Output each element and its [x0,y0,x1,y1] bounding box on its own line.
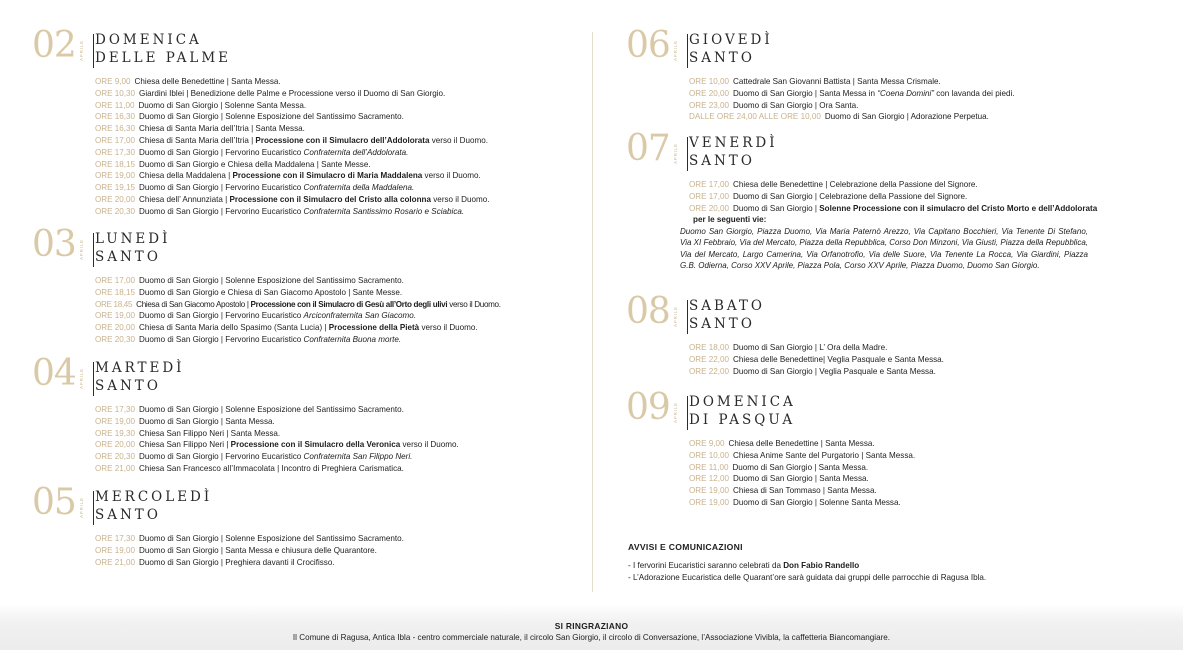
day-section-06 [626,25,1015,123]
event-item [95,111,490,123]
event-text: Duomo di San Giorgio e Chiesa della Maddalena | Sante Messe. [139,159,371,169]
event-time: ORE 20,00 [689,88,730,98]
day-title: MERCOLEDÌ SANTO [95,489,213,523]
day-header [626,128,1097,173]
event-item [689,76,1015,88]
event-item [95,76,490,88]
italic-text: Confraternita della Maddalena. [303,183,415,193]
event-time: ORE 22,00 [689,354,730,364]
event-item [689,100,1015,112]
event-time: ORE 19,30 [95,428,136,438]
event-time: ORE 18,00 [689,343,730,352]
event-text: Chiesa San Filippo Neri | [139,440,231,450]
event-text: Duomo di San Giorgio e Chiesa di San Giacomo Apostolo | Sante Messe. [139,287,403,297]
day-header [32,25,490,70]
event-time: ORE 20,00 [689,203,730,213]
event-item [95,334,501,346]
italic-text: Confraternita Buona morte. [303,334,402,344]
event-item [689,203,1097,215]
day-title: DOMENICA DI PASQUA [689,394,796,428]
day-section-04 [32,353,459,475]
event-item [689,111,1015,123]
event-time: ORE 10,30 [95,88,136,98]
event-text: Duomo di San Giorgio | Solenne Esposizione del Santissimo Sacramento. [139,276,404,285]
day-header [626,291,944,336]
event-item [95,182,490,194]
event-text: Chiesa della Maddalena | [139,171,233,181]
event-text: Duomo di San Giorgio | Fervorino Eucaristico [139,183,304,193]
event-time: ORE 19,00 [95,545,136,555]
event-item [689,88,1015,100]
day-section-03 [32,224,501,346]
event-text: Duomo di San Giorgio | Solenne Esposizione del Santissimo Sacramento. [139,112,404,122]
event-text: Chiesa di Santa Maria dello Spasimo (Santa Lucia) | [139,323,329,333]
day-number: 04 [32,353,76,394]
day-month: APRILE [79,497,84,519]
event-text: Giardini Iblei | Benedizione delle Palme e Processione verso il Duomo di San Giorgio. [139,88,446,98]
event-time: ORE 19,00 [95,311,136,321]
event-item [95,287,501,299]
event-text: Chiesa di San Tommaso | Santa Messa. [733,486,877,496]
event-time: ORE 9,00 [95,77,131,86]
event-item [95,147,490,159]
event-text: Chiesa di San Giacomo Apostolo | [136,299,251,309]
day-month: APRILE [79,239,84,261]
event-text: verso il Duomo. [422,171,481,181]
day-month: APRILE [79,40,84,62]
event-time: ORE 17,00 [95,276,136,285]
event-time: ORE 23,00 [689,100,730,110]
divider-bar [687,300,688,334]
divider-bar [93,362,94,396]
day-title: VENERDÌ SANTO [689,135,778,169]
event-item [689,179,1097,191]
day-title: SABATO SANTO [689,298,766,332]
event-text: Duomo di San Giorgio | [733,203,820,213]
event-item [95,322,501,334]
event-text: Chiesa delle Benedettine | Santa Messa. [728,439,875,448]
divider-bar [93,491,94,525]
event-text: Chiesa delle Benedettine | Celebrazione della Passione del Signore. [733,180,978,189]
event-text: Chiesa di Santa Maria dell’Itria | Santa Messa. [139,124,305,134]
event-item [689,462,915,474]
event-item [95,275,501,287]
event-text: Duomo di San Giorgio | Santa Messa. [733,474,869,484]
thanks-text: Il Comune di Ragusa, Antica Ibla - centro commerciale naturale, il circolo San Giorgio, il circolo di Conversazione, l’Associazione Vivibla, la caffetteria Biancomangiare. [292,633,891,642]
event-item [95,404,459,416]
event-text: verso il Duomo. [429,135,488,145]
event-list [689,342,944,377]
event-text: Duomo di San Giorgio | Solenne Esposizione del Santissimo Sacramento. [139,534,404,543]
event-item [95,170,490,182]
event-text: con lavanda dei piedi. [934,88,1015,98]
day-header [32,482,404,527]
day-section-08 [626,291,944,377]
event-text: Duomo di San Giorgio | Fervorino Eucaristico [139,147,304,157]
event-time: ORE 20,00 [95,194,136,204]
event-time: ORE 20,30 [95,206,136,216]
event-text: Duomo di San Giorgio | Veglia Pasquale e Santa Messa. [733,366,936,376]
day-number: 09 [626,387,670,428]
event-text: Chiesa delle Benedettine | Santa Messa. [134,77,281,86]
event-time: ORE 20,00 [95,323,136,333]
day-number: 03 [32,224,76,265]
event-text: Chiesa San Francesco all’Immacolata | Incontro di Preghiera Carismatica. [139,463,404,473]
event-list [689,76,1015,123]
event-item [95,557,404,569]
event-text: verso il Duomo. [431,194,490,204]
event-item [689,354,944,366]
event-time: ORE 18,15 [95,159,136,169]
event-text: Duomo di San Giorgio | Solenne Santa Messa. [733,497,901,507]
day-month: APRILE [673,402,678,424]
day-month: APRILE [79,368,84,390]
event-item [95,533,404,545]
event-time: ORE 11,00 [689,462,729,472]
emphasis-text: per le seguenti vie: [693,215,767,225]
event-text: Cattedrale San Giovanni Battista | Santa Messa Crismale. [733,77,941,86]
divider-bar [687,34,688,68]
event-time: ORE 11,00 [95,100,135,110]
italic-text: Confraternita San Filippo Neri. [303,452,413,462]
event-text: verso il Duomo. [419,323,478,333]
emphasis-text: Solenne Processione con il simulacro del Cristo Morto e dell’Addolorata [819,203,1098,213]
event-item [689,366,944,378]
event-item [95,299,501,311]
event-text: Duomo di San Giorgio | Santa Messa e chiusura delle Quarantore. [139,545,377,555]
event-time: ORE 17,00 [95,135,136,145]
event-text: - I fervorini Eucaristici saranno celebrati da [628,561,784,570]
event-time: ORE 10,00 [689,450,730,460]
event-list [95,76,490,218]
event-item [95,88,490,100]
day-title: DOMENICA DELLE PALME [95,32,231,66]
event-item [95,123,490,135]
event-time: ORE 20,30 [95,334,136,344]
event-item [95,194,490,206]
event-text: Duomo di San Giorgio | Fervorino Eucaristico [139,206,304,216]
event-text: Duomo di San Giorgio | Santa Messa. [139,416,275,426]
emphasis-text: Processione con il Simulacro del Cristo alla colonna [229,194,432,204]
event-text: Chiesa di Santa Maria dell’Itria | [139,135,256,145]
event-item [95,100,490,112]
event-time: ORE 17,00 [689,191,730,201]
day-header [32,224,501,269]
event-time: ORE 17,30 [95,405,136,414]
event-text: Duomo di San Giorgio | Celebrazione della Passione del Signore. [733,191,968,201]
thanks-title: SI RINGRAZIANO [554,621,629,631]
event-time: DALLE ORE 24,00 ALLE ORE 10,00 [689,112,821,122]
event-time: ORE 9,00 [689,439,725,448]
event-time: ORE 19,00 [689,486,730,496]
emphasis-text: Processione con il Simulacro di Maria Maddalena [232,171,423,181]
day-section-02 [32,25,490,218]
divider-bar [93,34,94,68]
day-title: LUNEDÌ SANTO [95,231,171,265]
day-month: APRILE [673,40,678,62]
event-item [95,416,459,428]
italic-text: “Coena Domini” [877,88,934,98]
event-text: Duomo di San Giorgio | Solenne Santa Messa. [138,100,307,110]
event-item [689,191,1097,203]
emphasis-text: Processione con il Simulacro dell’Addolorata [255,135,430,145]
event-item [95,159,490,171]
divider-bar [687,396,688,430]
event-list [95,404,459,475]
event-item [689,485,915,497]
event-text: Chiesa San Filippo Neri | Santa Messa. [139,428,281,438]
day-section-05 [32,482,404,568]
event-time: ORE 16,30 [95,112,136,122]
event-item [95,439,459,451]
column-divider [592,32,593,592]
event-item [689,438,915,450]
event-time: ORE 17,30 [95,534,136,543]
event-item [95,135,490,147]
event-item [95,206,490,218]
thanks-footer [0,604,1183,650]
day-header [626,25,1015,70]
italic-text: Confraternita dell’Addolorata. [303,147,409,157]
event-text: Duomo di San Giorgio | Fervorino Eucaristico [139,311,304,321]
notices-title: AVVISI E COMUNICAZIONI [628,542,743,552]
day-section-09 [626,387,916,509]
event-time: ORE 20,00 [95,440,136,450]
event-time: ORE 18,15 [95,287,136,297]
event-text: Chiesa dell’ Annunziata | [139,194,230,204]
day-month: APRILE [673,306,678,328]
event-item [95,428,459,440]
event-text: Duomo di San Giorgio | Preghiera davanti il Crocifisso. [139,557,335,567]
event-item [689,473,915,485]
event-text: - L’Adorazione Eucaristica delle Quarant’ore sarà guidata dai gruppi delle parrocchie di Ragusa Ibla. [628,572,987,582]
day-header [626,387,915,432]
event-item [689,342,944,354]
day-number: 08 [626,291,670,332]
day-number: 05 [32,482,76,523]
event-list [95,533,404,568]
event-list [95,275,501,346]
emphasis-text: Processione con il Simulacro di Gesù all’Orto degli ulivi [250,299,448,309]
day-number: 06 [626,25,670,66]
event-text: Duomo di San Giorgio | Solenne Esposizione del Santissimo Sacramento. [139,405,404,414]
notices-list [628,560,1148,583]
notice-item [628,560,1148,572]
event-item [689,497,915,509]
event-item [95,310,501,322]
notices-section [628,542,1148,583]
event-time: ORE 19,00 [689,497,730,507]
event-item [95,451,459,463]
event-text: Duomo di San Giorgio | Santa Messa. [732,462,869,472]
day-number: 02 [32,25,76,66]
event-time: ORE 17,00 [689,180,730,189]
procession-route: Duomo San Giorgio, Piazza Duomo, Via Maria Paternò Arezzo, Via Capitano Bocchieri, Via Tenente Di Stefano, Via XI Febbraio, Via del Mercato, Piazza della Repubblica, Corso Don Minzoni, Via Giusti, Piazza della Repubblica, Via del Mercato, Largo Camerina, Via Orfanotrofio, Via delle Suore, Via Tenente La Rocca, Via Giardini, Piazza G.B. Odierna, Corso XXV Aprile, Piazza Pola, Corso XXV Aprile, Piazza Duomo, Duomo San Giorgio. [680,227,1088,270]
event-item [95,463,459,475]
emphasis-text: Processione della Pietà [328,323,420,333]
event-time: ORE 12,00 [689,474,730,484]
event-text: Duomo di San Giorgio | Fervorino Eucaristico [139,334,304,344]
event-time: ORE 20,30 [95,452,136,462]
notice-item [628,572,1148,584]
event-text: Duomo di San Giorgio | Adorazione Perpetua. [824,112,989,122]
event-time: ORE 21,00 [95,557,136,567]
emphasis-text: Processione con il Simulacro della Veronica [230,440,401,450]
day-number: 07 [626,128,670,169]
day-month: APRILE [673,143,678,165]
event-item [95,545,404,557]
event-time: ORE 10,00 [689,77,730,86]
event-time: ORE 19,00 [95,416,136,426]
event-time: ORE 19,15 [95,183,136,193]
event-text: verso il Duomo. [400,440,459,450]
event-text: verso il Duomo. [447,299,501,309]
day-header [32,353,459,398]
event-text: Duomo di San Giorgio | Fervorino Eucaristico [139,452,304,462]
event-text: Chiesa delle Benedettine| Veglia Pasquale e Santa Messa. [733,354,944,364]
event-item [689,450,915,462]
event-time: ORE 17,30 [95,147,136,157]
emphasis-text: Don Fabio Randello [783,561,860,570]
italic-text: Arciconfraternita San Giacomo. [303,311,417,321]
divider-bar [93,233,94,267]
event-list [689,438,915,509]
event-text: Chiesa Anime Sante del Purgatorio | Santa Messa. [733,450,916,460]
event-time: ORE 21,00 [95,463,136,473]
day-title: MARTEDÌ SANTO [95,360,185,394]
day-title: GIOVEDÌ SANTO [689,32,773,66]
event-text: Duomo di San Giorgio | Santa Messa in [733,88,878,98]
event-time: ORE 18,45 [95,299,133,309]
event-time: ORE 22,00 [689,366,730,376]
event-item [689,214,1097,226]
divider-bar [687,137,688,171]
day-section-07 [626,128,1098,271]
italic-text: Confraternita Santissimo Rosario e Sciabica. [303,206,465,216]
event-text: Duomo di San Giorgio | Ora Santa. [733,100,859,110]
event-time: ORE 19,00 [95,171,136,181]
event-list [689,179,1097,226]
event-time: ORE 16,30 [95,124,136,134]
event-text: Duomo di San Giorgio | L’ Ora della Madre. [733,343,888,352]
